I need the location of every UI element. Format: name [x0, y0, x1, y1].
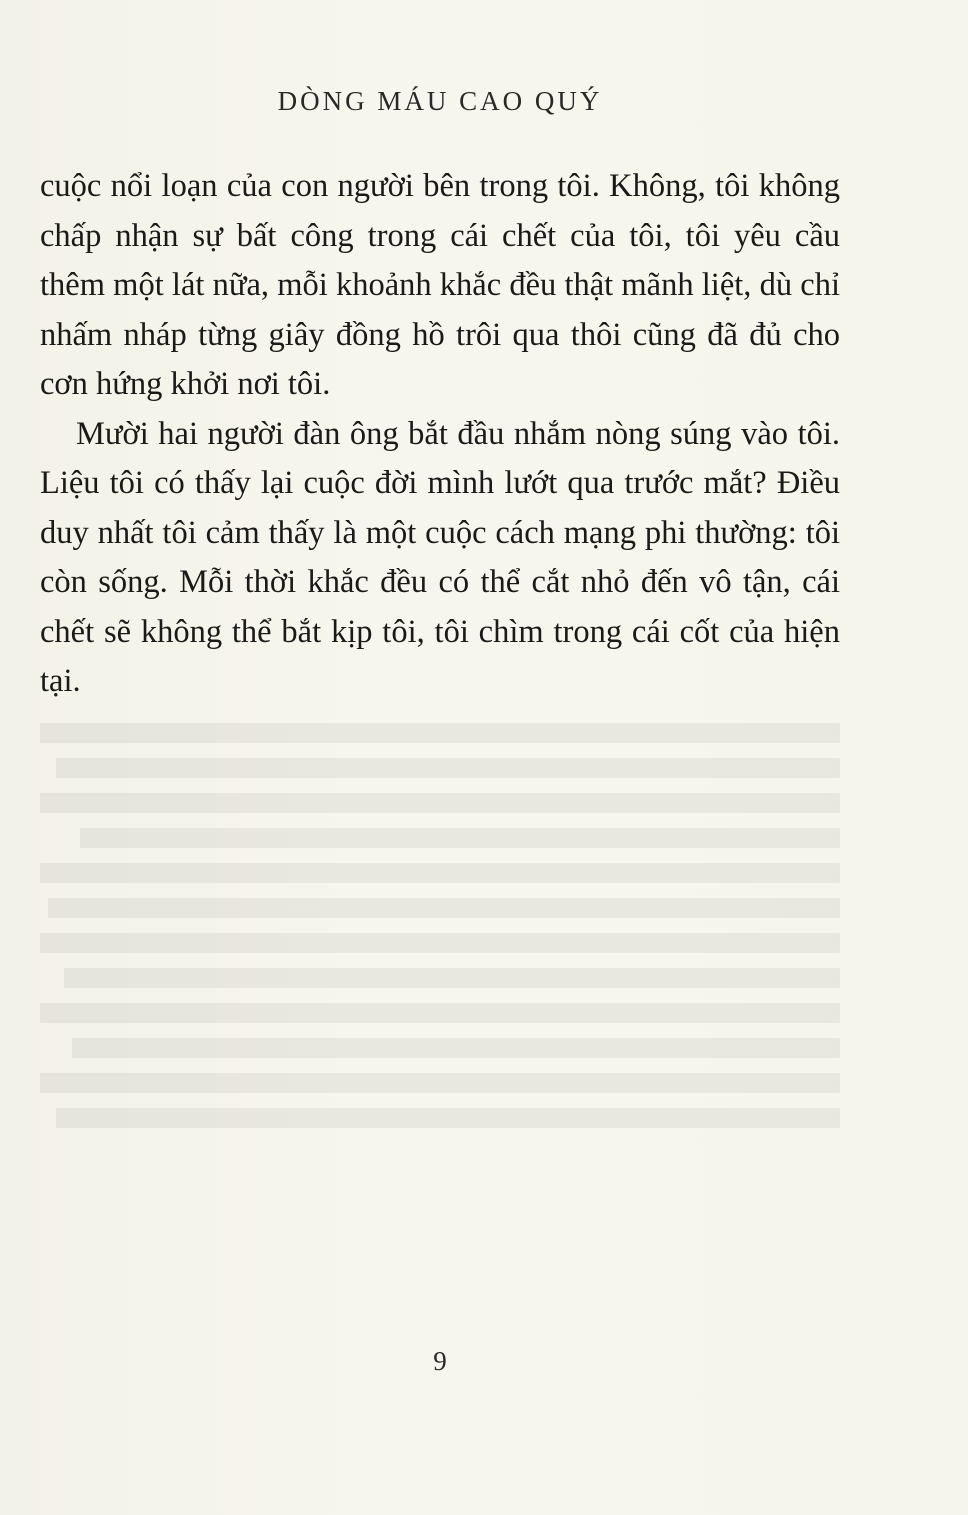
paragraph-2: Mười hai người đàn ông bắt đầu nhắm nòng súng vào tôi. Liệu tôi có thấy lại cuộc đời mình lướt qua trước mắt? Điều duy nhất tôi cảm thấy là một cuộc cách mạng phi thường: tôi còn sống. Mỗi thời khắc đều có thể cắt nhỏ đến vô tận, cái chết sẽ không thể bắt kịp tôi, tôi chìm trong cái cốt của hiện tại. [40, 415, 840, 699]
page-number: 9 [433, 1346, 447, 1376]
show-through-texture [40, 708, 840, 1308]
body-text [40, 162, 840, 707]
paragraph-1: cuộc nổi loạn của con người bên trong tôi. Không, tôi không chấp nhận sự bất công trong cái chết của tôi, tôi yêu cầu thêm một lát nữa, mỗi khoảnh khắc đều thật mãnh liệt, dù chỉ nhấm nháp từng giây đồng hồ trôi qua thôi cũng đã đủ cho cơn hứng khởi nơi tôi. [40, 168, 840, 402]
running-header-title: DÒNG MÁU CAO QUÝ [277, 86, 603, 116]
